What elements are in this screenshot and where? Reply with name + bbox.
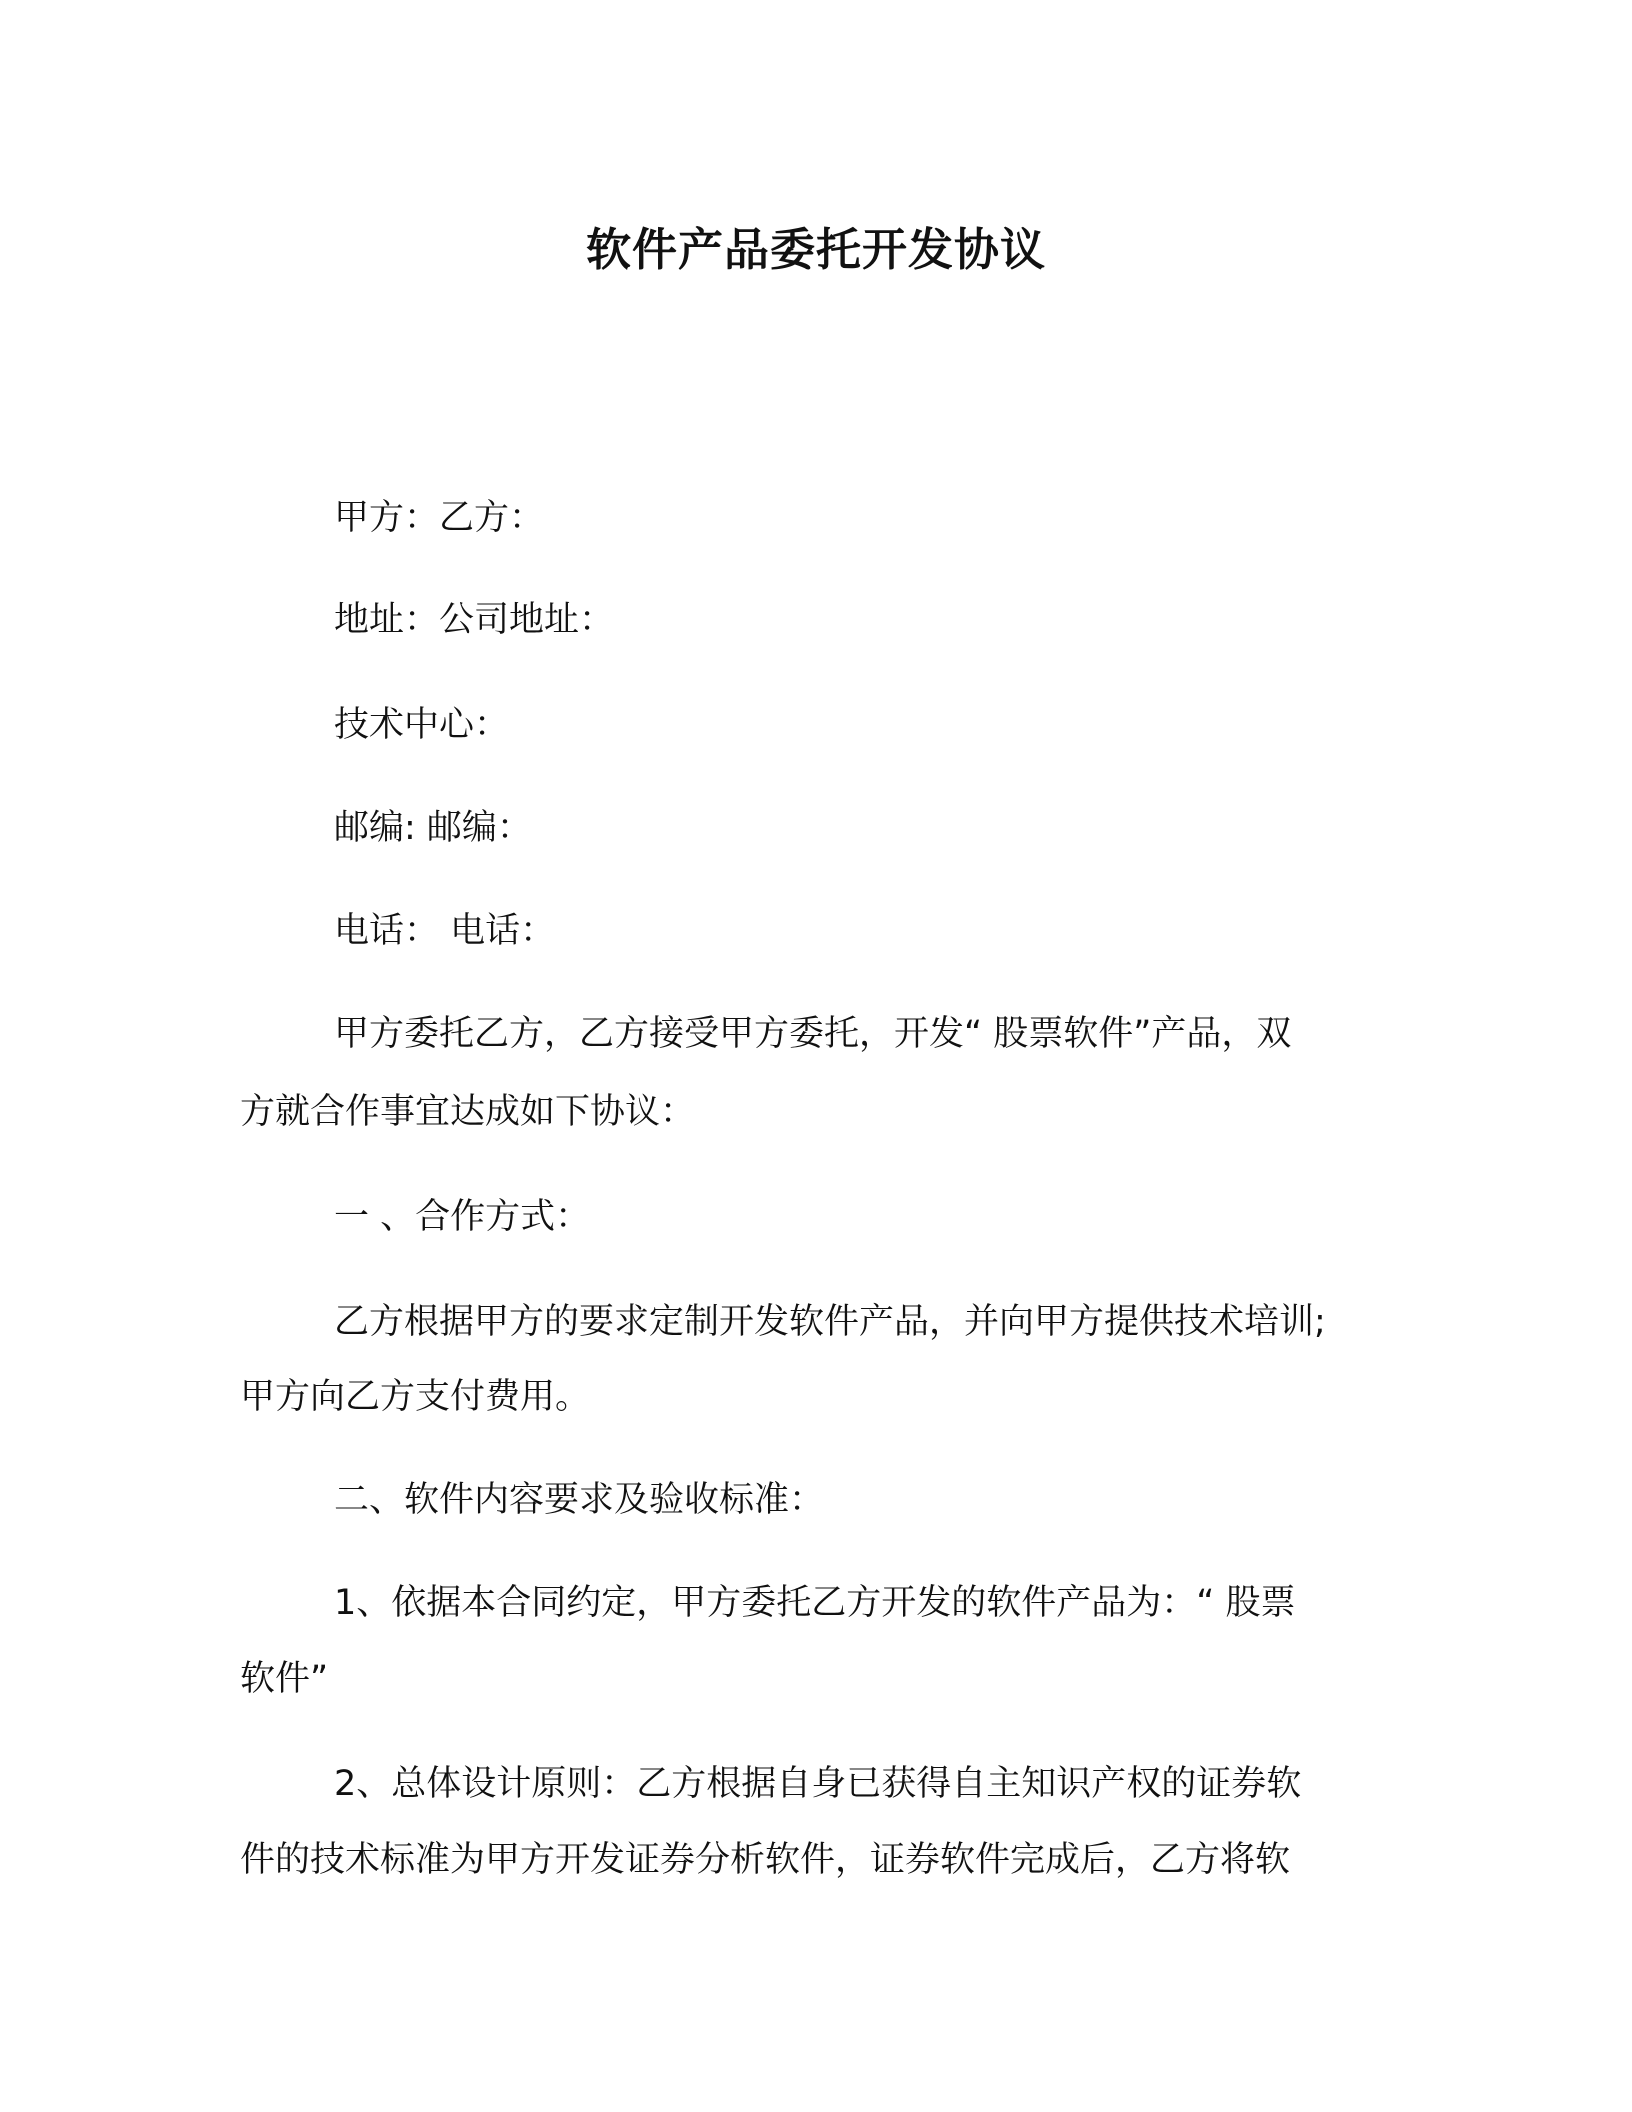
tech-center-line: 技术中心： <box>334 705 510 745</box>
section-2-item-1-line-1: 1、依据本合同约定，甲方委托乙方开发的软件产品为：“ 股票 <box>334 1583 1296 1623</box>
address-line: 地址：公司地址： <box>334 600 615 640</box>
section-1-paragraph-line-1: 乙方根据甲方的要求定制开发软件产品，并向甲方提供技术培训; <box>334 1302 1326 1342</box>
section-2-heading: 二、软件内容要求及验收标准： <box>334 1480 825 1520</box>
section-2-item-2-line-2: 件的技术标准为甲方开发证券分析软件，证券软件完成后，乙方将软 <box>240 1840 1291 1880</box>
party-line: 甲方：乙方： <box>334 498 545 538</box>
intro-paragraph-line-2: 方就合作事宜达成如下协议： <box>240 1092 696 1132</box>
section-1-paragraph-line-2: 甲方向乙方支付费用。 <box>240 1377 591 1417</box>
intro-paragraph-line-1: 甲方委托乙方，乙方接受甲方委托，开发“ 股票软件”产品，双 <box>334 1014 1292 1054</box>
document-title: 软件产品委托开发协议 <box>585 223 1046 276</box>
section-1-heading: 一 、合作方式： <box>334 1197 591 1237</box>
phone-line: 电话： 电话： <box>334 911 556 951</box>
section-2-item-2-line-1: 2、总体设计原则：乙方根据自身已获得自主知识产权的证券软 <box>334 1764 1302 1804</box>
postcode-line: 邮编: 邮编： <box>334 808 532 848</box>
section-2-item-1-line-2: 软件” <box>240 1659 329 1699</box>
